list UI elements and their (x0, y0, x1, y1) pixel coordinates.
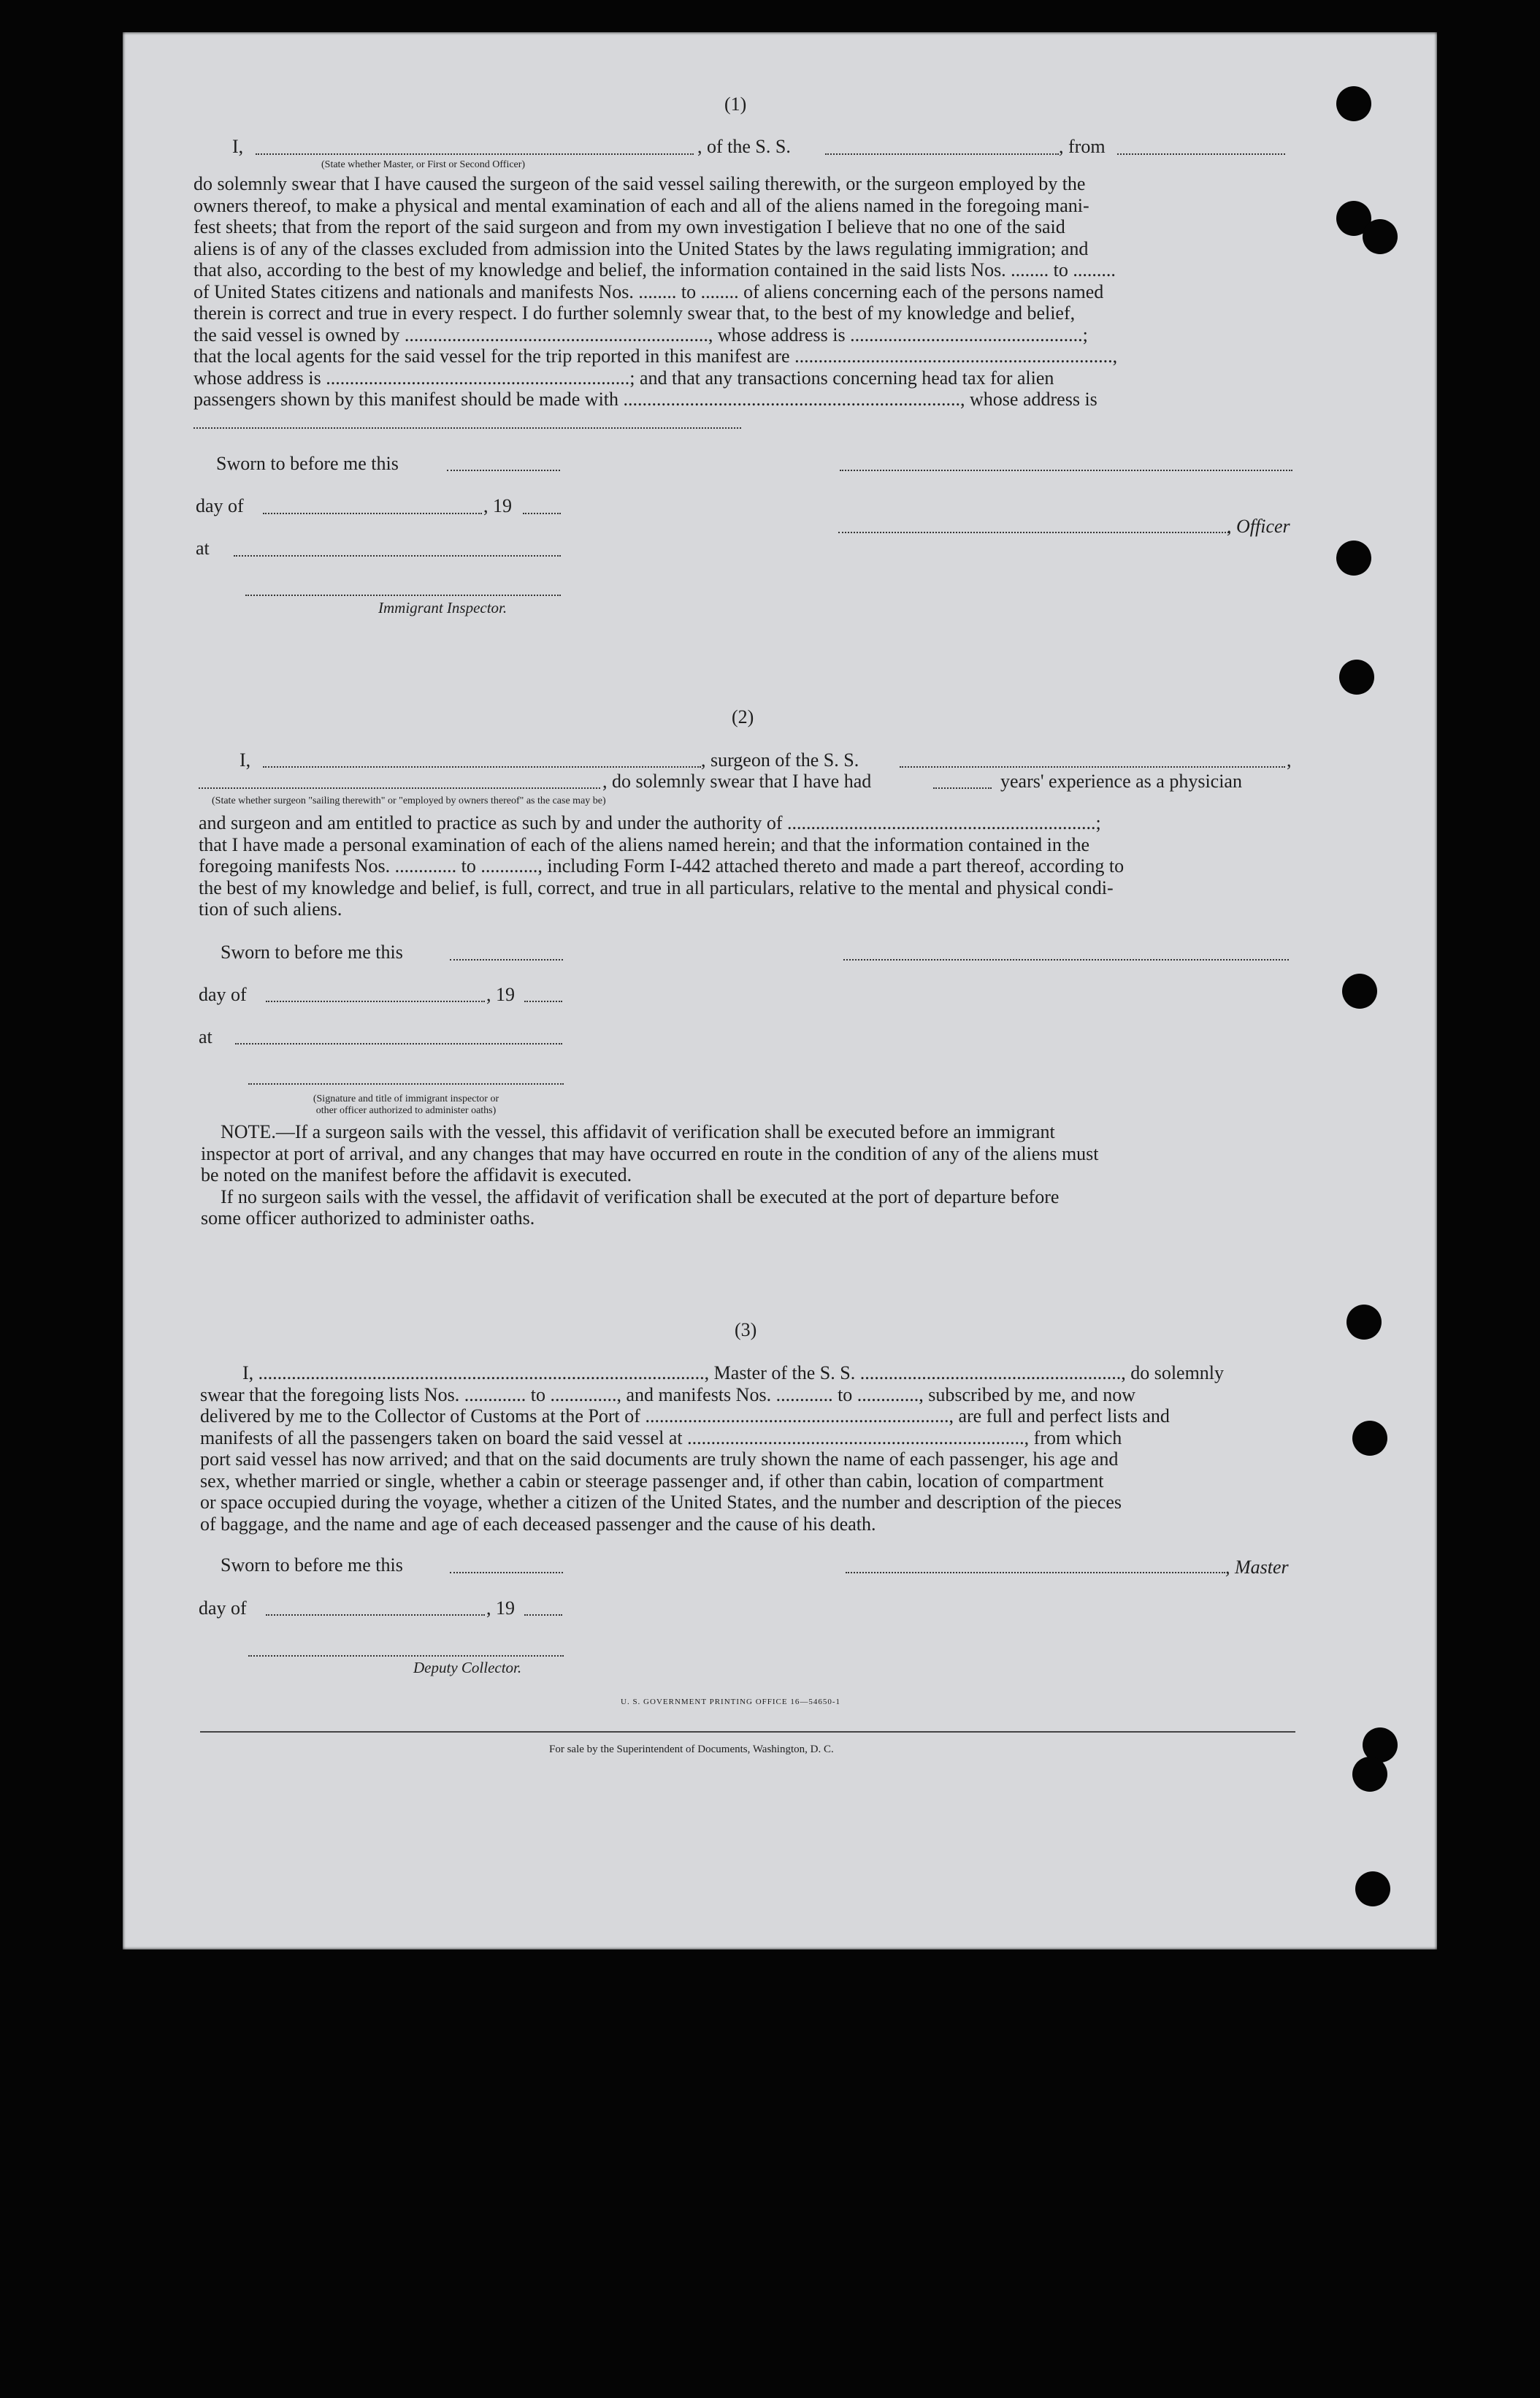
punch-hole (1363, 219, 1398, 254)
field-line (199, 787, 600, 789)
field-line (825, 153, 1059, 155)
sale-line: For sale by the Superintendent of Documents, Washington, D. C. (549, 1744, 834, 1755)
section-2-signature-note-2: other officer authorized to administer oaths) (315, 1105, 497, 1116)
punch-hole (1339, 660, 1374, 695)
text-line: whose address is ................................................................; and that any transactions concerning head tax for alien (194, 367, 1054, 389)
text-line: that I have made a personal examination of each of the aliens named herein; and that the information contained in the (199, 833, 1090, 855)
text-line: tion of such aliens. (199, 898, 342, 920)
section-3-master: , Master (1225, 1557, 1289, 1578)
punch-hole (1342, 974, 1377, 1009)
section-2-years: years' experience as a physician (1000, 771, 1242, 792)
section-2-i: I, (240, 749, 251, 771)
text-line: aliens is of any of the classes excluded from admission into the United States by the laws regulating immigration; and (194, 237, 1089, 259)
section-2-body (199, 812, 1297, 920)
text-line: foregoing manifests Nos. ............. to ............, including Form I-442 attached thereto and made a part thereof, according to (199, 855, 1125, 877)
text-line: swear that the foregoing lists Nos. ............. to .............., and manifests Nos. ............ to ............., subscribed by me, and now (200, 1383, 1136, 1405)
field-line (523, 513, 561, 514)
text-line: therein is correct and true in every respect. I do further solemnly swear that, to the best of my knowledge and belief, (194, 302, 1076, 324)
section-1-i: I, (232, 136, 244, 157)
section-1-year: , 19 (483, 495, 512, 516)
section-1-sworn: Sworn to before me this (216, 453, 399, 474)
text-line: of baggage, and the name and age of each deceased passenger and the cause of his death. (200, 1513, 876, 1535)
field-line (900, 766, 1285, 768)
section-3-number: (3) (735, 1319, 757, 1340)
section-1-day-of: day of (196, 495, 244, 516)
text-line: do solemnly swear that I have caused the surgeon of the said vessel sailing therewith, or the surgeon employed by the (194, 173, 1086, 194)
text-line: the said vessel is owned by ................................................................, whose address is .................................................; (194, 324, 1088, 345)
signature-line (838, 532, 1229, 533)
section-2-signature-note-1: (Signature and title of immigrant inspector or (313, 1093, 499, 1104)
text-line: be noted on the manifest before the affidavit is executed. (201, 1164, 632, 1185)
section-2-number: (2) (732, 706, 754, 728)
field-line (266, 1614, 485, 1616)
signature-line (840, 470, 1292, 471)
field-line (234, 555, 561, 557)
punch-hole (1336, 86, 1371, 121)
section-1-of-ss: , of the S. S. (697, 136, 791, 157)
field-line (194, 427, 741, 429)
section-3-collector: Deputy Collector. (413, 1659, 522, 1676)
section-3-body (200, 1362, 1301, 1535)
field-line (266, 1001, 485, 1002)
signature-line (846, 1572, 1225, 1573)
field-line (450, 1572, 563, 1573)
section-3-sworn: Sworn to before me this (221, 1554, 403, 1576)
field-line (933, 787, 992, 789)
text-line: fest sheets; that from the report of the said surgeon and from my own investigation I believe that no one of the said (194, 216, 1065, 237)
text-line: of United States citizens and nationals and manifests Nos. ........ to ........ of aliens concerning each of the persons named (194, 280, 1104, 302)
field-line (235, 1043, 562, 1045)
punch-hole (1355, 1871, 1390, 1906)
section-1-officer: , Officer (1227, 516, 1290, 537)
field-line (1117, 153, 1285, 155)
section-2-note: (State whether surgeon "sailing therewith" or "employed by owners thereof" as the case may be) (212, 795, 606, 806)
section-1-body (194, 173, 1293, 411)
punch-hole (1352, 1757, 1387, 1792)
text-line: sex, whether married or single, whether a cabin or steerage passenger and, if other than cabin, location of compartment (200, 1470, 1104, 1492)
section-2-sworn: Sworn to before me this (221, 942, 403, 963)
text-line: delivered by me to the Collector of Customs at the Port of ................................................................, are full and perfect lists and (200, 1405, 1170, 1427)
section-2-note-paragraph (201, 1121, 1300, 1229)
section-2-day-of: day of (199, 984, 247, 1005)
section-2-comma: , (1287, 749, 1292, 771)
text-line: inspector at port of arrival, and any changes that may have occurred en route in the condition of any of the aliens must (201, 1142, 1099, 1164)
field-line (447, 470, 560, 471)
text-line: port said vessel has now arrived; and that on the said documents are truly shown the name of each passenger, his age and (200, 1448, 1119, 1470)
section-1-at: at (196, 538, 210, 559)
text-line: that the local agents for the said vessel for the trip reported in this manifest are ..................................................................., (194, 345, 1118, 367)
section-1-from: , from (1059, 136, 1106, 157)
section-2-year: , 19 (486, 984, 515, 1005)
signature-line (245, 595, 561, 596)
signature-line (843, 959, 1289, 961)
section-2-swear-had: , do solemnly swear that I have had (602, 771, 872, 792)
field-line (263, 513, 482, 514)
text-line: or space occupied during the voyage, whether a citizen of the United States, and the number and description of the pieces (200, 1492, 1122, 1513)
section-2-surgeon-of: , surgeon of the S. S. (701, 749, 859, 771)
section-2-at: at (199, 1026, 212, 1047)
text-line: I, .............................................................................................., Master of the S. S. ......................................................., do solemnly (242, 1362, 1225, 1383)
section-1-note: (State whether Master, or First or Second Officer) (321, 159, 526, 170)
text-line: passengers shown by this manifest should be made with ......................................................................., whose address is (194, 389, 1097, 410)
text-line: some officer authorized to administer oaths. (201, 1207, 535, 1229)
punch-hole (1336, 541, 1371, 576)
text-line: manifests of all the passengers taken on board the said vessel at ......................................................................., from which (200, 1427, 1122, 1448)
punch-hole (1346, 1305, 1382, 1340)
section-3-year: , 19 (486, 1597, 515, 1619)
section-3-day-of: day of (199, 1597, 247, 1619)
field-line (524, 1001, 562, 1002)
text-line: and surgeon and am entitled to practice as such by and under the authority of .................................................................; (199, 812, 1101, 833)
section-1-number: (1) (724, 93, 747, 115)
punch-hole (1352, 1421, 1387, 1456)
text-line: owners thereof, to make a physical and mental examination of each and all of the aliens named in the foregoing mani- (194, 194, 1089, 216)
field-line (450, 959, 563, 961)
text-line: If no surgeon sails with the vessel, the affidavit of verification shall be executed at the port of departure before (221, 1185, 1060, 1207)
field-line (524, 1614, 562, 1616)
field-line (263, 766, 701, 768)
text-line: that also, according to the best of my knowledge and belief, the information contained in the said lists Nos. ........ to ......... (194, 259, 1116, 280)
signature-line (248, 1083, 564, 1085)
section-1-inspector: Immigrant Inspector. (378, 599, 507, 616)
printing-office-line: U. S. GOVERNMENT PRINTING OFFICE 16—54650-1 (621, 1698, 841, 1706)
text-line: NOTE.—If a surgeon sails with the vessel, this affidavit of verification shall be executed before an immigrant (221, 1121, 1055, 1142)
footer-divider (200, 1731, 1295, 1733)
text-line: the best of my knowledge and belief, is full, correct, and true in all particulars, relative to the mental and physical condi- (199, 877, 1114, 898)
